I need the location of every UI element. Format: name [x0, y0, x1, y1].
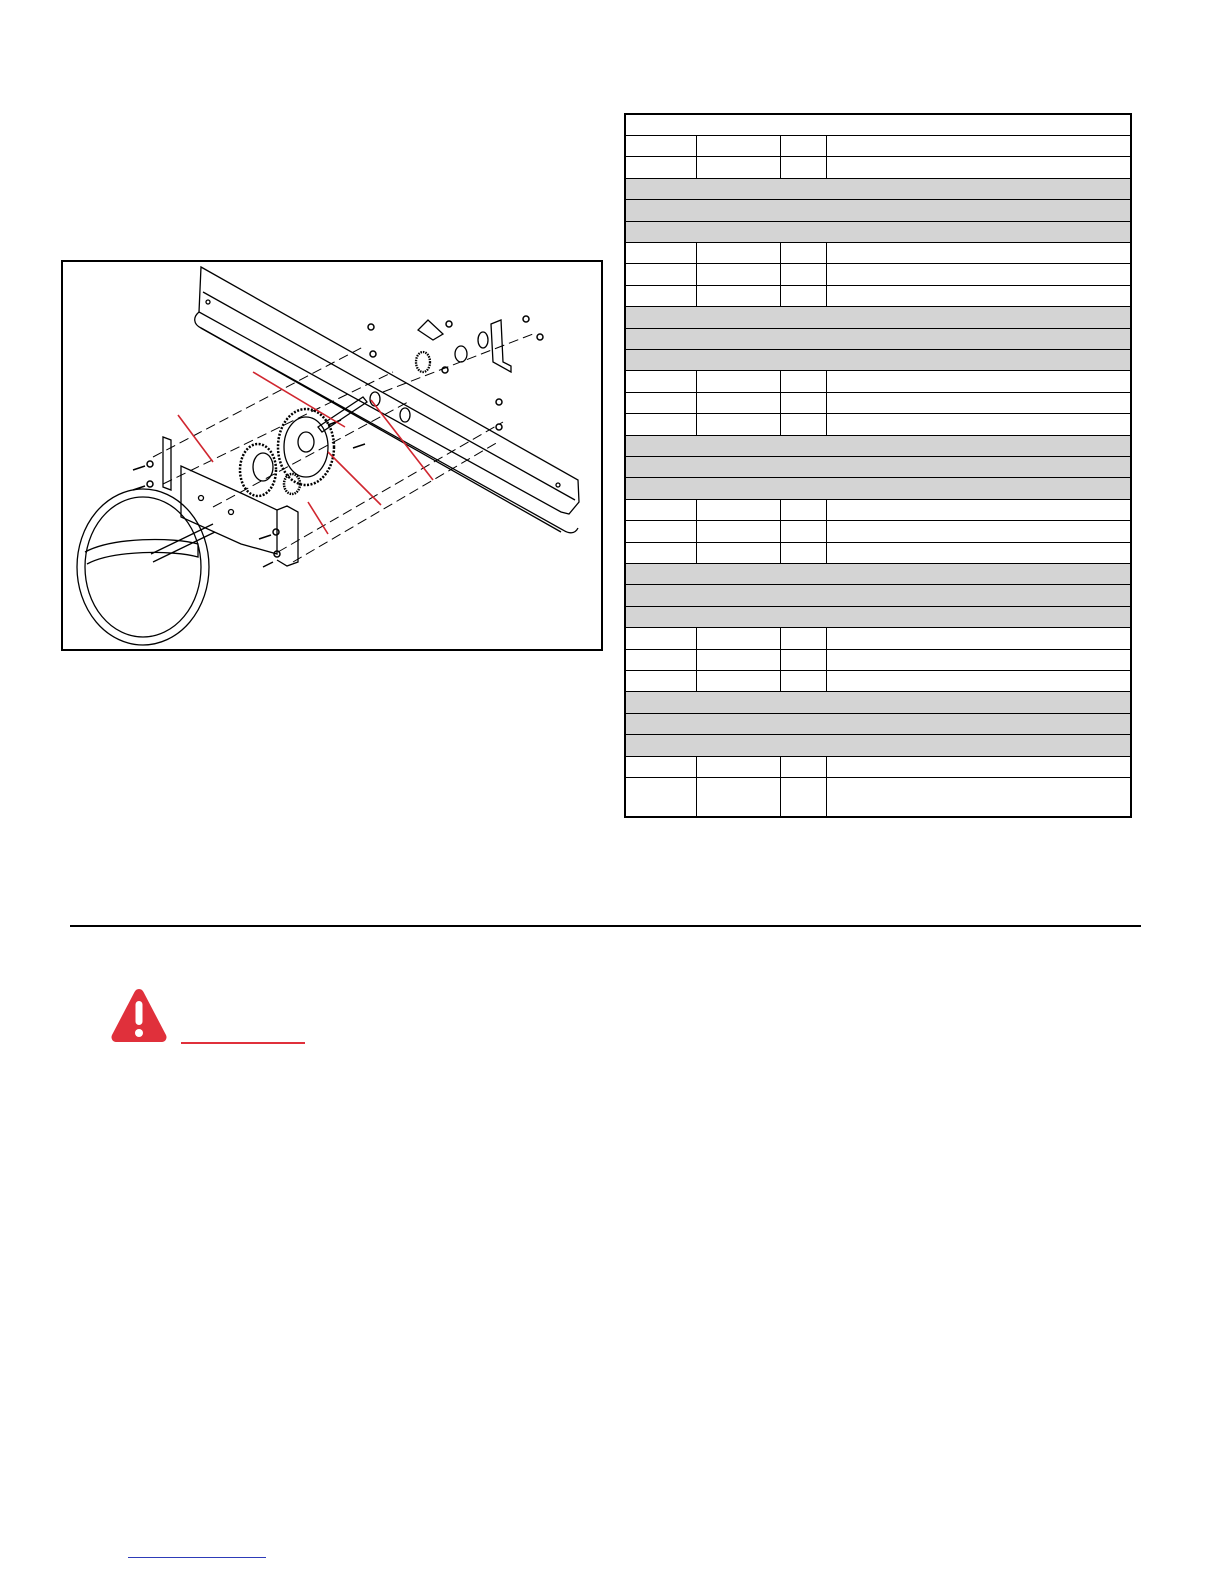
table-row — [626, 414, 1130, 435]
exploded-view-diagram — [63, 262, 601, 649]
table-row — [626, 179, 1130, 200]
table-row — [626, 350, 1130, 371]
callout-lines — [178, 372, 433, 534]
assembly-guide-lines — [153, 334, 533, 562]
table-row — [626, 585, 1130, 606]
table-row — [626, 692, 1130, 713]
parts-list-table — [624, 113, 1132, 818]
table-row — [626, 457, 1130, 478]
table-row — [626, 778, 1130, 799]
handwheel — [77, 489, 215, 645]
table-row — [626, 393, 1130, 414]
table-row — [626, 200, 1130, 221]
table-title-row — [626, 115, 1130, 136]
parts-diagram — [61, 260, 603, 651]
table-row — [626, 564, 1130, 585]
table-row — [626, 371, 1130, 392]
table-row — [626, 714, 1130, 735]
table-row — [626, 222, 1130, 243]
table-row — [626, 671, 1130, 692]
table-row — [626, 307, 1130, 328]
section-divider — [70, 925, 1141, 927]
hub-sprocket — [240, 444, 276, 496]
table-row — [626, 264, 1130, 285]
idler-bracket — [416, 320, 511, 372]
table-row — [626, 500, 1130, 521]
table-row — [626, 136, 1130, 157]
footer-link[interactable] — [128, 1557, 266, 1558]
table-row — [626, 650, 1130, 671]
large-sprocket — [278, 409, 334, 485]
table-row — [626, 607, 1130, 628]
channel-rail — [195, 267, 579, 533]
table-row — [626, 243, 1130, 264]
table-row — [626, 543, 1130, 564]
table-row — [626, 735, 1130, 756]
table-row — [626, 436, 1130, 457]
table-row — [626, 757, 1130, 778]
table-row — [626, 329, 1130, 350]
table-row — [626, 157, 1130, 178]
warning-triangle-icon — [109, 987, 169, 1048]
table-row — [626, 478, 1130, 499]
table-row — [626, 286, 1130, 307]
table-row — [626, 521, 1130, 542]
warning-label-underline — [181, 1042, 305, 1044]
table-row — [626, 628, 1130, 649]
